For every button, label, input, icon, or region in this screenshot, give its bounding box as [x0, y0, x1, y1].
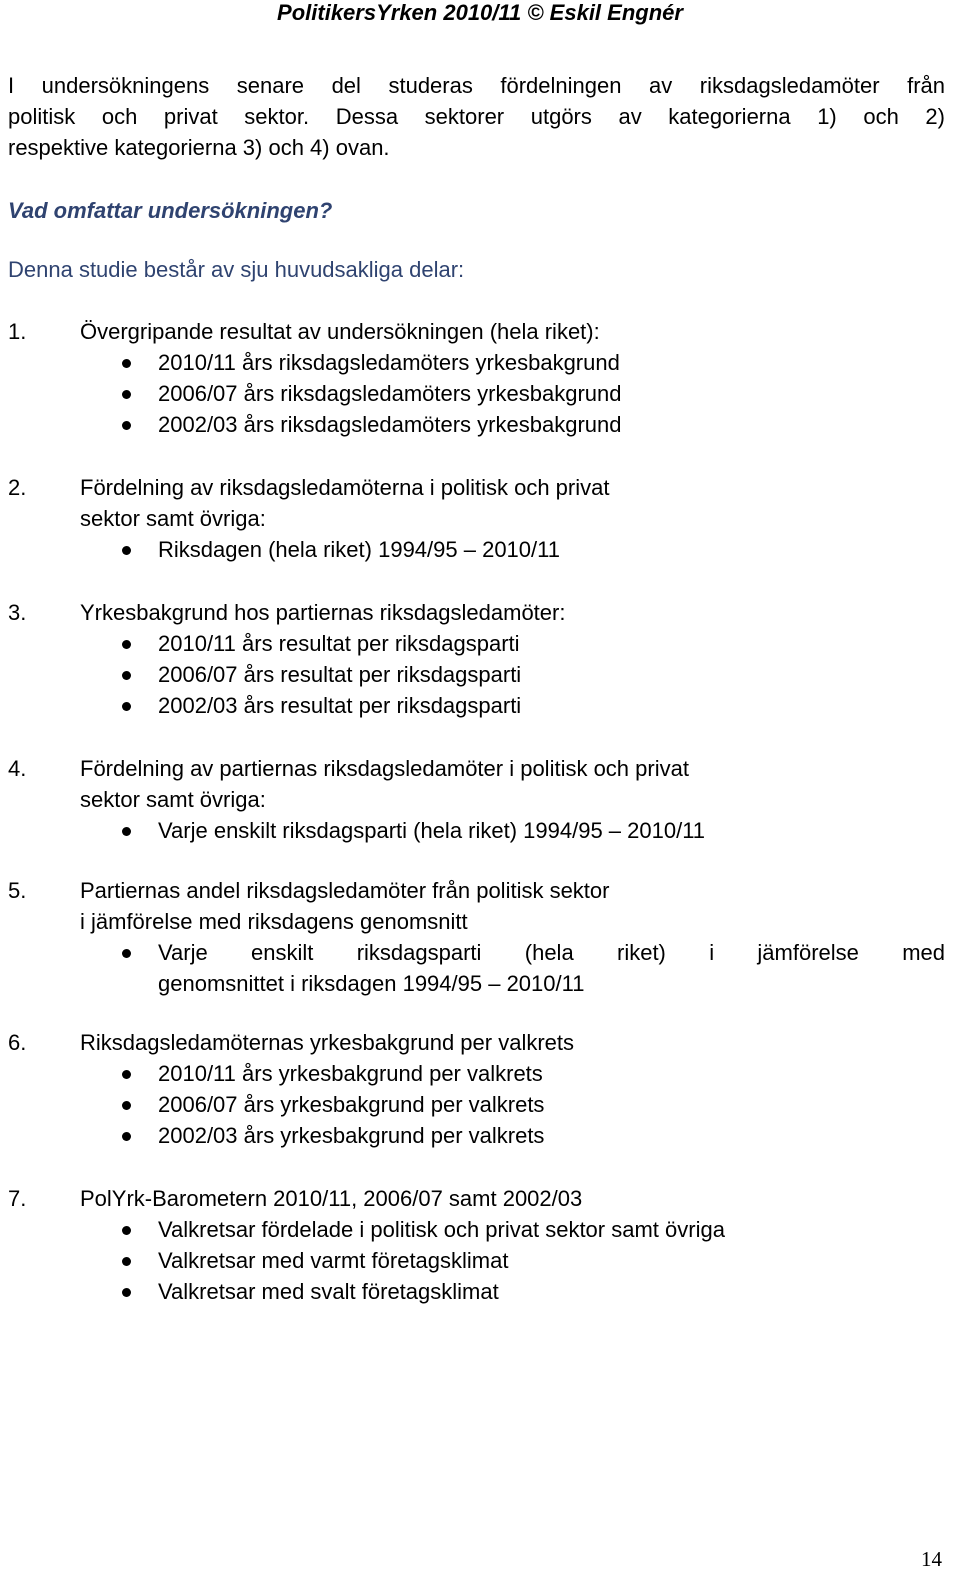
bullet-icon	[122, 1288, 131, 1297]
section-title: Fördelning av partiernas riksdagsledamöter i politisk och privat sektor samt övriga:	[80, 756, 689, 812]
bullet-icon	[122, 949, 131, 958]
bullet-icon	[122, 1070, 131, 1079]
intro-line: respektive kategorierna 3) och 4) ovan.	[8, 135, 390, 160]
bullet-list	[0, 937, 960, 999]
section-number: 5.	[8, 878, 27, 903]
bullet-icon	[122, 421, 131, 430]
bullet-icon	[122, 1257, 131, 1266]
section-title: Övergripande resultat av undersökningen (hela riket):	[80, 319, 600, 344]
bullet-icon	[122, 390, 131, 399]
bullet-icon	[122, 359, 131, 368]
section-number: 2.	[8, 475, 27, 500]
bullet-list	[0, 628, 960, 721]
bullet-list	[0, 1214, 960, 1307]
list-item: 2002/03 års yrkesbakgrund per valkrets	[0, 1120, 960, 1151]
bullet-icon	[122, 702, 131, 711]
list-item: 2006/07 års resultat per riksdagsparti	[0, 659, 960, 690]
bullet-icon	[122, 546, 131, 555]
list-item: 2010/11 års resultat per riksdagsparti	[0, 628, 960, 659]
section-title: Riksdagsledamöternas yrkesbakgrund per valkrets	[80, 1030, 575, 1055]
list-item: 2006/07 års yrkesbakgrund per valkrets	[0, 1089, 960, 1120]
list-item: Valkretsar fördelade i politisk och privat sektor samt övriga	[0, 1214, 960, 1245]
list-item: 2002/03 års resultat per riksdagsparti	[0, 690, 960, 721]
section-subheading: Denna studie består av sju huvudsakliga delar:	[8, 257, 465, 282]
bullet-icon	[122, 640, 131, 649]
section-title: Fördelning av riksdagsledamöterna i politisk och privat sektor samt övriga:	[80, 475, 610, 531]
bullet-icon	[122, 1226, 131, 1235]
section-number: 3.	[8, 600, 27, 625]
list-item: Varje enskilt riksdagsparti (hela riket) 1994/95 – 2010/11	[0, 815, 960, 846]
section-title: Yrkesbakgrund hos partiernas riksdagsledamöter:	[80, 600, 566, 625]
list-item: Valkretsar med svalt företagsklimat	[0, 1276, 960, 1307]
bullet-list	[0, 534, 960, 565]
bullet-list	[0, 347, 960, 440]
list-item: Varje enskilt riksdagsparti (hela riket) i jämförelse med genomsnittet i riksdagen 1994/95 – 2010/11	[0, 937, 960, 999]
bullet-icon	[122, 671, 131, 680]
page-header: PolitikersYrken 2010/11 © Eskil Engnér	[277, 0, 683, 25]
section-number: 7.	[8, 1186, 27, 1211]
bullet-list	[0, 815, 960, 846]
section-title: PolYrk-Barometern 2010/11, 2006/07 samt 2002/03	[80, 1186, 583, 1211]
bullet-icon	[122, 1101, 131, 1110]
bullet-icon	[122, 827, 131, 836]
list-item: 2006/07 års riksdagsledamöters yrkesbakgrund	[0, 378, 960, 409]
section-number: 1.	[8, 319, 27, 344]
intro-paragraph	[8, 70, 945, 163]
list-item: Riksdagen (hela riket) 1994/95 – 2010/11	[0, 534, 960, 565]
section-number: 6.	[8, 1030, 27, 1055]
list-item: Valkretsar med varmt företagsklimat	[0, 1245, 960, 1276]
intro-line: I undersökningens senare del studeras fördelningen av riksdagsledamöter från	[8, 73, 945, 98]
list-item: 2002/03 års riksdagsledamöters yrkesbakgrund	[0, 409, 960, 440]
section-heading: Vad omfattar undersökningen?	[8, 198, 333, 223]
bullet-icon	[122, 1132, 131, 1141]
bullet-list	[0, 1058, 960, 1151]
intro-line: politisk och privat sektor. Dessa sektorer utgörs av kategorierna 1) och 2)	[8, 104, 945, 129]
list-item: 2010/11 års riksdagsledamöters yrkesbakgrund	[0, 347, 960, 378]
page-number: 14	[921, 1547, 942, 1571]
section-number: 4.	[8, 756, 27, 781]
list-item: 2010/11 års yrkesbakgrund per valkrets	[0, 1058, 960, 1089]
section-title: Partiernas andel riksdagsledamöter från politisk sektor i jämförelse med riksdagens genomsnitt	[80, 878, 610, 934]
